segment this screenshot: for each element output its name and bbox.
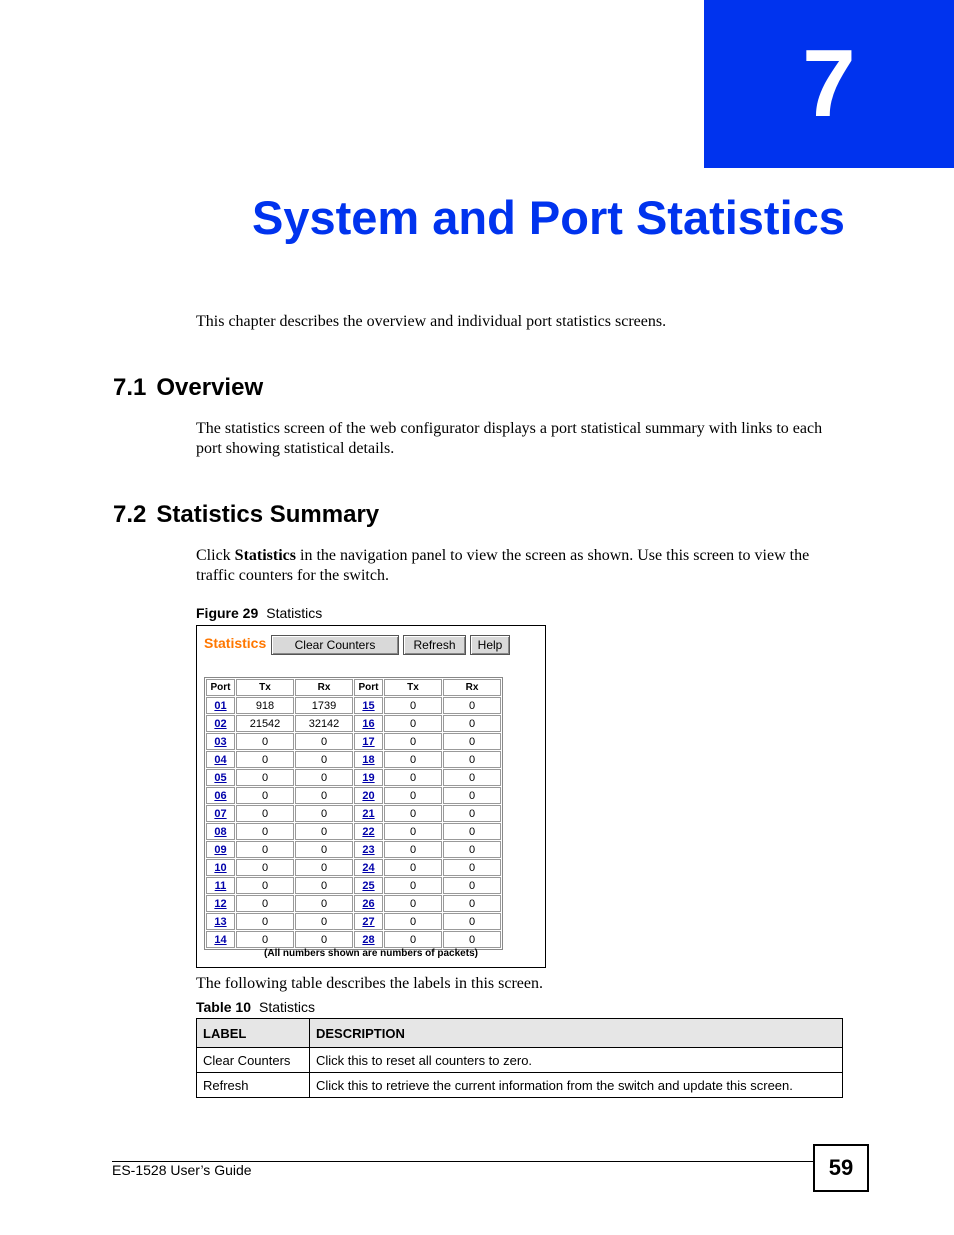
port-link[interactable]: 13 xyxy=(214,915,227,928)
port-cell xyxy=(354,787,383,804)
port-cell xyxy=(354,931,383,948)
port-cell xyxy=(206,733,235,750)
port-cell xyxy=(206,931,235,948)
table-row xyxy=(206,877,501,894)
tx-cell: 0 xyxy=(384,823,442,840)
port-link[interactable]: 21 xyxy=(362,807,375,820)
table-caption-text: Statistics xyxy=(259,999,316,1015)
section-number: 7.2 xyxy=(113,501,147,528)
labels-description-table xyxy=(196,1018,843,1098)
figure-caption xyxy=(196,605,322,621)
port-cell xyxy=(206,913,235,930)
port-cell xyxy=(354,895,383,912)
rx-cell: 0 xyxy=(295,913,353,930)
port-cell xyxy=(354,715,383,732)
table-row xyxy=(206,841,501,858)
row-label: Refresh xyxy=(197,1073,310,1098)
page-number: 59 xyxy=(813,1144,869,1192)
port-link[interactable]: 24 xyxy=(362,861,375,874)
port-cell xyxy=(206,877,235,894)
tx-cell: 0 xyxy=(384,895,442,912)
table-caption xyxy=(196,999,315,1015)
tx-column-header: Tx xyxy=(236,679,294,696)
rx-cell: 0 xyxy=(295,931,353,948)
port-link[interactable]: 28 xyxy=(362,933,375,946)
tx-cell: 0 xyxy=(236,823,294,840)
tx-cell: 0 xyxy=(384,769,442,786)
rx-cell: 32142 xyxy=(295,715,353,732)
table-row xyxy=(206,697,501,714)
port-cell xyxy=(206,787,235,804)
port-link[interactable]: 23 xyxy=(362,843,375,856)
description-header: DESCRIPTION xyxy=(310,1019,843,1048)
port-link[interactable]: 12 xyxy=(214,897,227,910)
rx-cell: 1739 xyxy=(295,697,353,714)
label-header: LABEL xyxy=(197,1019,310,1048)
port-cell xyxy=(206,769,235,786)
port-link[interactable]: 08 xyxy=(214,825,227,838)
after-figure-paragraph: The following table describes the labels in this screen. xyxy=(196,975,544,992)
tx-cell: 21542 xyxy=(236,715,294,732)
rx-column-header: Rx xyxy=(295,679,353,696)
rx-cell: 0 xyxy=(443,787,501,804)
tx-cell: 0 xyxy=(384,805,442,822)
table-row xyxy=(206,769,501,786)
table-row xyxy=(206,895,501,912)
port-link[interactable]: 18 xyxy=(362,753,375,766)
tx-cell: 0 xyxy=(384,697,442,714)
port-link[interactable]: 10 xyxy=(214,861,227,874)
summary-paragraph xyxy=(196,546,841,586)
tx-cell: 0 xyxy=(236,859,294,876)
table-row xyxy=(197,1048,843,1073)
tx-cell: 0 xyxy=(236,751,294,768)
rx-cell: 0 xyxy=(443,751,501,768)
figure-label: Figure 29 xyxy=(196,605,259,621)
table-row xyxy=(206,751,501,768)
section-7-2-heading xyxy=(113,501,379,529)
row-label: Clear Counters xyxy=(197,1048,310,1073)
table-row xyxy=(197,1073,843,1098)
port-link[interactable]: 15 xyxy=(362,699,375,712)
table-row xyxy=(206,823,501,840)
summary-text-bold: Statistics xyxy=(234,547,296,564)
rx-cell: 0 xyxy=(443,913,501,930)
port-cell xyxy=(354,805,383,822)
rx-cell: 0 xyxy=(443,895,501,912)
port-link[interactable]: 27 xyxy=(362,915,375,928)
footer-guide-title: ES-1528 User’s Guide xyxy=(112,1162,252,1178)
port-cell xyxy=(354,733,383,750)
statistics-screenshot xyxy=(196,625,546,968)
help-button[interactable]: Help xyxy=(470,635,510,655)
rx-cell: 0 xyxy=(443,715,501,732)
summary-text-post: in the navigation panel to view the screen as shown. Use this screen to view the traffic counters for the switch. xyxy=(196,547,810,584)
rx-cell: 0 xyxy=(443,859,501,876)
tx-cell: 0 xyxy=(236,787,294,804)
port-cell xyxy=(206,841,235,858)
port-link[interactable]: 03 xyxy=(214,735,227,748)
port-link[interactable]: 20 xyxy=(362,789,375,802)
table-row xyxy=(206,859,501,876)
port-cell xyxy=(354,823,383,840)
tx-cell: 0 xyxy=(384,841,442,858)
rx-cell: 0 xyxy=(443,769,501,786)
rx-cell: 0 xyxy=(443,841,501,858)
tx-cell: 0 xyxy=(384,751,442,768)
section-title: Statistics Summary xyxy=(156,501,380,528)
table-row xyxy=(206,733,501,750)
tx-cell: 0 xyxy=(384,931,442,948)
port-cell xyxy=(354,859,383,876)
figure-caption-text: Statistics xyxy=(266,605,323,621)
port-cell xyxy=(354,769,383,786)
rx-cell: 0 xyxy=(295,895,353,912)
port-link[interactable]: 14 xyxy=(214,933,227,946)
clear-counters-button[interactable]: Clear Counters xyxy=(271,635,399,655)
tx-cell: 918 xyxy=(236,697,294,714)
row-description: Click this to reset all counters to zero. xyxy=(310,1048,843,1073)
rx-cell: 0 xyxy=(295,751,353,768)
port-link[interactable]: 19 xyxy=(362,771,375,784)
screen-title: Statistics xyxy=(204,635,267,651)
port-link[interactable]: 09 xyxy=(214,843,227,856)
port-cell xyxy=(206,751,235,768)
tx-cell: 0 xyxy=(236,913,294,930)
port-link[interactable]: 01 xyxy=(214,699,227,712)
tx-cell: 0 xyxy=(384,733,442,750)
rx-cell: 0 xyxy=(295,769,353,786)
port-cell xyxy=(354,697,383,714)
rx-cell: 0 xyxy=(295,787,353,804)
table-row xyxy=(206,805,501,822)
port-link[interactable]: 22 xyxy=(362,825,375,838)
rx-cell: 0 xyxy=(443,733,501,750)
port-link[interactable]: 11 xyxy=(214,879,227,892)
tx-cell: 0 xyxy=(384,877,442,894)
row-description: Click this to retrieve the current information from the switch and update this screen. xyxy=(310,1073,843,1098)
table-body xyxy=(206,697,501,948)
section-title: Overview xyxy=(156,374,264,401)
table-row xyxy=(206,787,501,804)
tx-cell: 0 xyxy=(384,787,442,804)
port-cell xyxy=(206,805,235,822)
table-header-row xyxy=(206,679,501,696)
refresh-button[interactable]: Refresh xyxy=(403,635,466,655)
rx-cell: 0 xyxy=(443,877,501,894)
port-link[interactable]: 06 xyxy=(214,789,227,802)
tx-cell: 0 xyxy=(384,913,442,930)
tx-cell: 0 xyxy=(384,715,442,732)
chapter-number: 7 xyxy=(704,0,954,168)
rx-cell: 0 xyxy=(295,859,353,876)
rx-column-header: Rx xyxy=(443,679,501,696)
rx-cell: 0 xyxy=(443,805,501,822)
port-link[interactable]: 05 xyxy=(214,771,227,784)
tx-cell: 0 xyxy=(236,931,294,948)
port-statistics-table xyxy=(204,677,503,950)
tx-cell: 0 xyxy=(236,841,294,858)
section-7-1-heading xyxy=(113,374,263,402)
tx-cell: 0 xyxy=(236,733,294,750)
rx-cell: 0 xyxy=(295,823,353,840)
port-link[interactable]: 07 xyxy=(214,807,227,820)
port-cell xyxy=(354,877,383,894)
desc-header-row xyxy=(197,1019,843,1048)
overview-paragraph: The statistics screen of the web configurator displays a port statistical summary with links to each port showing statistical details. xyxy=(196,420,823,457)
packets-note: (All numbers shown are numbers of packets) xyxy=(264,948,478,959)
port-column-header: Port xyxy=(206,679,235,696)
rx-cell: 0 xyxy=(443,697,501,714)
rx-cell: 0 xyxy=(443,931,501,948)
port-cell xyxy=(206,859,235,876)
table-label: Table 10 xyxy=(196,999,251,1015)
port-cell xyxy=(206,697,235,714)
port-cell xyxy=(206,895,235,912)
port-cell xyxy=(354,913,383,930)
chapter-title: System and Port Statistics xyxy=(252,191,845,244)
port-cell xyxy=(206,715,235,732)
port-link[interactable]: 25 xyxy=(362,879,375,892)
tx-cell: 0 xyxy=(236,769,294,786)
table-row xyxy=(206,931,501,948)
port-link[interactable]: 16 xyxy=(362,717,375,730)
intro-paragraph: This chapter describes the overview and individual port statistics screens. xyxy=(196,313,667,330)
port-cell xyxy=(354,841,383,858)
rx-cell: 0 xyxy=(443,823,501,840)
port-link[interactable]: 02 xyxy=(214,717,227,730)
tx-cell: 0 xyxy=(236,805,294,822)
rx-cell: 0 xyxy=(295,733,353,750)
port-cell xyxy=(206,823,235,840)
tx-cell: 0 xyxy=(384,859,442,876)
section-number: 7.1 xyxy=(113,374,147,401)
tx-cell: 0 xyxy=(236,877,294,894)
port-cell xyxy=(354,751,383,768)
rx-cell: 0 xyxy=(295,877,353,894)
rx-cell: 0 xyxy=(295,841,353,858)
port-column-header: Port xyxy=(354,679,383,696)
port-link[interactable]: 17 xyxy=(362,735,375,748)
rx-cell: 0 xyxy=(295,805,353,822)
tx-column-header: Tx xyxy=(384,679,442,696)
port-link[interactable]: 04 xyxy=(214,753,227,766)
table-row xyxy=(206,715,501,732)
tx-cell: 0 xyxy=(236,895,294,912)
port-link[interactable]: 26 xyxy=(362,897,375,910)
summary-text-pre: Click xyxy=(196,547,235,564)
table-row xyxy=(206,913,501,930)
